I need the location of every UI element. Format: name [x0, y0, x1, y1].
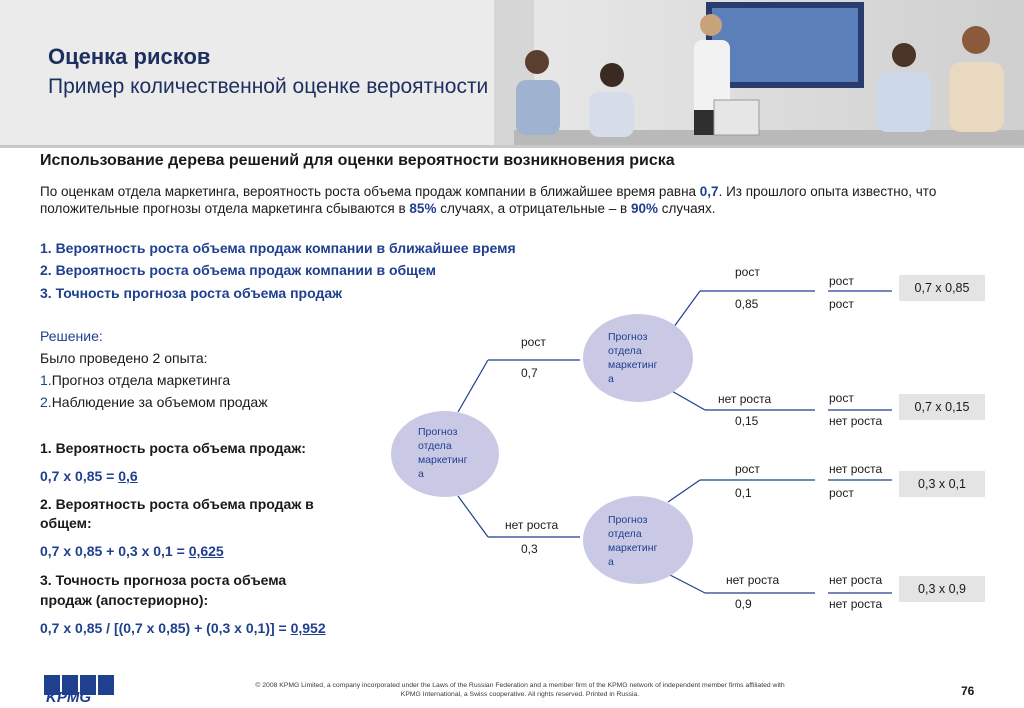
upper-up-prob: 0,85: [735, 297, 759, 311]
node-label-line: маркетинг: [418, 454, 468, 466]
page-subtitle: Пример количественной оценке вероятности: [48, 75, 489, 98]
intro-text-1: По оценкам отдела маркетинга, вероятность роста объема продаж компании в ближайшее время равна: [40, 184, 700, 199]
calc-2-result: 0,625: [188, 543, 224, 559]
lower-node-label: [608, 513, 657, 569]
node-label-line: а: [608, 373, 614, 385]
calc-3-title-line1: 3. Точность прогноза роста объема: [40, 572, 287, 588]
calc-2-title-line1: 2. Вероятность роста объема продаж в: [40, 496, 314, 512]
lower-up-branch: [668, 480, 700, 502]
lower-down-prob: 0,9: [735, 597, 752, 611]
calc-2-title-line2: общем:: [40, 515, 92, 531]
calc-3-result: 0,952: [290, 620, 326, 636]
experiment-1-text: Прогноз отдела маркетинга: [51, 372, 231, 388]
page-number: 76: [961, 684, 975, 698]
result-box-1: 0,7 х 0,85: [899, 275, 985, 301]
node-label-line: а: [418, 468, 424, 480]
node-label-line: отдела: [608, 528, 642, 540]
root-down-branch: [458, 496, 488, 537]
calc-3-title-line2: продаж (апостериорно):: [40, 592, 209, 608]
root-up-label: рост: [521, 335, 546, 349]
lower-up-obs-result: рост: [829, 486, 854, 500]
calc-2-expr: 0,7 х 0,85 + 0,3 х 0,1 =: [40, 543, 189, 559]
intro-value-negative: 90%: [630, 201, 658, 216]
question-2: 2. Вероятность роста объема продаж компании в общем: [40, 262, 436, 278]
lower-up-obs-label: нет роста: [829, 462, 883, 476]
calc-1-expr: 0,7 х 0,85 =: [40, 468, 119, 484]
node-label-line: маркетинг: [608, 359, 658, 371]
lower-up-prob: 0,1: [735, 486, 752, 500]
experiment-1-num: 1.: [40, 372, 52, 388]
intro-text-3: случаях, а отрицательные – в: [436, 201, 631, 216]
page-title: Оценка рисков: [48, 44, 211, 69]
question-3: 3. Точность прогноза роста объема продаж: [40, 285, 343, 301]
intro-text-2: . Из прошлого опыта известно, что положительные прогнозы отдела маркетинга сбываются в: [40, 184, 937, 216]
upper-up-obs-result: рост: [829, 297, 854, 311]
result-box-3: 0,3 х 0,1: [899, 471, 985, 497]
upper-up-label: рост: [735, 265, 760, 279]
calc-3-expr: 0,7 х 0,85 / [(0,7 х 0,85) + (0,3 х 0,1)] =: [40, 620, 291, 636]
lower-down-branch: [670, 575, 705, 593]
root-up-branch: [458, 360, 488, 412]
upper-up-obs-label: рост: [829, 274, 854, 288]
node-label-line: Прогноз: [608, 331, 648, 343]
root-node-label: [418, 425, 467, 481]
root-down-prob: 0,3: [521, 542, 538, 556]
upper-down-prob: 0,15: [735, 414, 759, 428]
experiment-2-text: Наблюдение за объемом продаж: [51, 394, 268, 410]
lower-down-obs-result: нет роста: [829, 597, 883, 611]
intro-text-4: случаях.: [657, 201, 716, 216]
lower-down-label: нет роста: [726, 573, 780, 587]
node-label-line: Прогноз: [418, 426, 458, 438]
node-label-line: Прогноз: [608, 514, 648, 526]
lower-up-label: рост: [735, 462, 760, 476]
kpmg-logo: [44, 675, 116, 703]
intro-value-positive: 85%: [409, 201, 437, 216]
intro-value-probability: 0,7: [699, 184, 719, 199]
footer-line-2: KPMG International, a Swiss cooperative. All rights reserved. Printed in Russia.: [400, 691, 640, 698]
root-up-prob: 0,7: [521, 366, 538, 380]
result-box-2: 0,7 х 0,15: [899, 394, 985, 420]
upper-down-obs-result: нет роста: [829, 414, 883, 428]
node-label-line: а: [608, 556, 614, 568]
question-1: 1. Вероятность роста объема продаж компании в ближайшее время: [40, 240, 516, 256]
solution-label: Решение:: [40, 328, 103, 344]
calc-1-result: 0,6: [118, 468, 138, 484]
footer-line-1: © 2008 KPMG Limited, a company incorporated under the Laws of the Russian Federation and a member firm of the KPMG network of independent member firms affiliated with: [255, 682, 785, 689]
root-down-label: нет роста: [505, 518, 559, 532]
upper-node-label: [608, 330, 657, 386]
calc-1-title: 1. Вероятность роста объема продаж:: [40, 440, 306, 456]
node-label-line: отдела: [608, 345, 642, 357]
node-label-line: маркетинг: [608, 542, 658, 554]
kpmg-logo-text: KPMG: [46, 689, 91, 703]
result-box-4: 0,3 х 0,9: [899, 576, 985, 602]
node-label-line: отдела: [418, 440, 452, 452]
footer-copyright: [200, 681, 840, 699]
experiment-2-num: 2.: [40, 394, 52, 410]
upper-down-label: нет роста: [718, 392, 772, 406]
upper-down-obs-label: рост: [829, 391, 854, 405]
lower-down-obs-label: нет роста: [829, 573, 883, 587]
section-title: Использование дерева решений для оценки вероятности возникновения риска: [40, 152, 675, 169]
solution-intro: Было проведено 2 опыта:: [40, 350, 208, 366]
upper-down-branch: [670, 390, 705, 410]
